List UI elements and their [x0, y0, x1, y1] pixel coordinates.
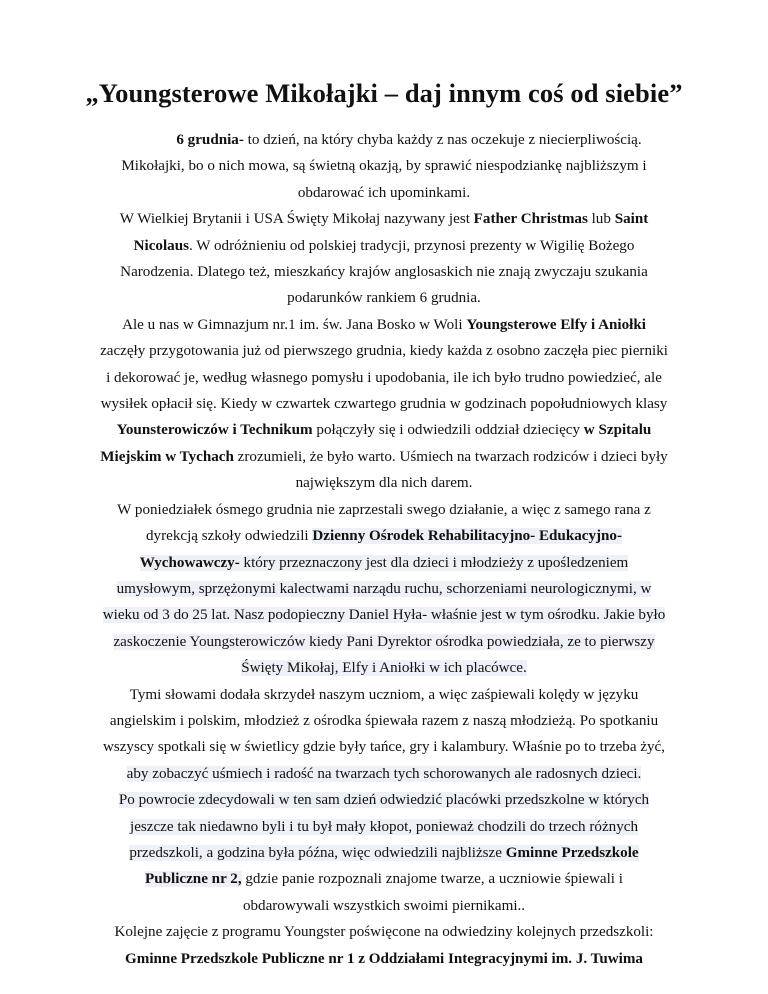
text-segment: Kolejne zajęcie z programu Youngster poświęcone na odwiedziny kolejnych przedszkoli:	[114, 924, 654, 941]
document-title: „Youngsterowe Mikołajki – daj innym coś od siebie”	[85, 78, 683, 108]
bold-text: Miejskim w Tychach	[100, 448, 234, 465]
text-segment: lub	[587, 211, 615, 228]
text-segment: Święty Mikołaj, Elfy i Aniołki w ich placówce.	[241, 660, 527, 677]
text-line	[80, 259, 688, 285]
text-segment: gdzie panie rozpoznali znajome twarze, a uczniowie śpiewali i	[241, 871, 623, 888]
text-line	[80, 866, 688, 892]
text-line	[80, 682, 688, 708]
text-line	[80, 840, 688, 866]
text-segment: Ale u nas w Gimnazjum nr.1 im. św. Jana Bosko w Woli	[122, 316, 467, 333]
bold-text: Saint	[614, 211, 649, 228]
bold-text: w Szpitalu	[583, 422, 652, 439]
text-segment: W Wielkiej Brytanii i USA Święty Mikołaj nazywany jest	[119, 211, 474, 228]
text-segment: to dzień, na który chyba każdy z nas oczekuje z niecierpliwością.	[243, 132, 642, 148]
bold-text: Dzienny Ośrodek Rehabilitacyjno- Edukacyjno-	[312, 528, 622, 545]
text-line	[80, 206, 688, 232]
text-line	[80, 919, 688, 945]
text-line	[80, 127, 688, 153]
bold-text: Gminne Przedszkole	[505, 844, 639, 861]
text-segment: zrozumieli, że było warto. Uśmiech na twarzach rodziców i dzieci były	[233, 448, 668, 465]
text-line	[80, 576, 688, 602]
text-segment: angielskim i polskim, młodzież z ośrodka śpiewała razem z naszą młodzieżą. Po spotkaniu	[109, 712, 659, 729]
text-line	[80, 602, 688, 628]
text-line	[80, 497, 688, 523]
text-line	[80, 312, 688, 338]
text-line	[80, 761, 688, 787]
text-line	[80, 629, 688, 655]
text-segment: zaskoczenie Youngsterowiczów kiedy Pani Dyrektor ośrodka powiedziała, ze to pierwszy	[113, 633, 655, 650]
text-line	[80, 893, 688, 919]
bold-text: Publiczne nr 2,	[145, 871, 242, 888]
text-segment: podarunków rankiem 6 grudnia.	[287, 290, 481, 307]
text-segment: wszyscy spotkali się w świetlicy gdzie były tańce, gry i kalambury. Właśnie po to trzeba żyć,	[102, 739, 666, 756]
text-segment: który przeznaczony jest dla dzieci i młodzieży z upośledzeniem	[239, 554, 629, 571]
text-segment: zaczęły przygotowania już od pierwszego grudnia, kiedy każda z osobno zaczęła piec pierniki	[100, 343, 668, 360]
bold-text: 6 grudnia-	[176, 132, 244, 148]
text-line	[80, 285, 688, 311]
text-line	[80, 391, 688, 417]
text-line	[80, 523, 688, 549]
text-line	[80, 734, 688, 760]
bold-text: Father Christmas	[473, 211, 588, 228]
text-segment: wysiłek opłacił się. Kiedy w czwartek czwartego grudnia w godzinach popołudniowych klasy	[100, 396, 668, 413]
text-segment: największym dla nich darem.	[295, 475, 473, 492]
text-line	[80, 655, 688, 681]
bold-text: Younsterowiczów i Technikum	[116, 422, 313, 439]
text-segment: jeszcze tak niedawno byli i tu był mały kłopot, ponieważ chodzili do trzech różnych	[130, 818, 638, 835]
text-segment: umysłowym, sprzężonymi kalectwami narządu ruchu, schorzeniami neurologicznymi, w	[116, 580, 652, 597]
text-segment: aby zobaczyć uśmiech i radość na twarzach tych schorowanych ale radosnych dzieci.	[126, 765, 642, 782]
text-segment: Po powrocie zdecydowali w ten sam dzień odwiedzić placówki przedszkolne w których	[118, 792, 650, 809]
text-line	[80, 233, 688, 259]
text-line	[80, 708, 688, 734]
text-segment: przedszkoli, a godzina była późna, więc odwiedzili najbliższe	[129, 844, 506, 861]
text-segment: i dekorować je, według własnego pomysłu i upodobania, ile ich było trudno powiedzieć, ale	[106, 369, 662, 386]
text-line	[80, 814, 688, 840]
text-segment: . W odróżnieniu od polskiej tradycji, przynosi prezenty w Wigilię Bożego	[188, 237, 635, 254]
bold-text: Wychowawczy-	[139, 554, 240, 571]
text-line	[80, 365, 688, 391]
text-segment: wieku od 3 do 25 lat. Nasz podopieczny Daniel Hyła- właśnie jest w tym ośrodku. Jakie było	[102, 607, 666, 624]
text-line	[80, 550, 688, 576]
article-body	[80, 127, 688, 972]
text-line	[80, 470, 688, 496]
text-line	[80, 444, 688, 470]
text-segment: połączyły się i odwiedzili oddział dziecięcy	[312, 422, 584, 439]
text-line	[80, 180, 688, 206]
text-segment: Narodzenia. Dlatego też, mieszkańcy krajów anglosaskich nie znają zwyczaju szukania	[120, 264, 648, 281]
text-line	[80, 338, 688, 364]
bold-text: Youngsterowe Elfy i Aniołki	[466, 316, 646, 333]
text-segment: dyrekcją szkoły odwiedzili	[146, 528, 313, 545]
bold-text: Nicolaus	[133, 237, 189, 254]
text-line	[80, 787, 688, 813]
text-line	[80, 417, 688, 443]
text-line	[80, 153, 688, 179]
text-segment: obdarować ich upominkami.	[297, 184, 471, 201]
text-segment: Mikołajki, bo o nich mowa, są świetną okazją, by sprawić niespodziankę najbliższym i	[121, 158, 647, 175]
bold-text: Gminne Przedszkole Publiczne nr 1 z Oddziałami Integracyjnymi im. J. Tuwima	[125, 950, 643, 967]
text-segment: obdarowywali wszystkich swoimi piernikami..	[242, 897, 526, 914]
text-line	[80, 946, 688, 972]
text-segment: W poniedziałek ósmego grudnia nie zaprzestali swego działanie, a więc z samego rana z	[117, 501, 651, 518]
text-segment: Tymi słowami dodała skrzydeł naszym uczniom, a więc zaśpiewali kolędy w języku	[129, 686, 639, 703]
